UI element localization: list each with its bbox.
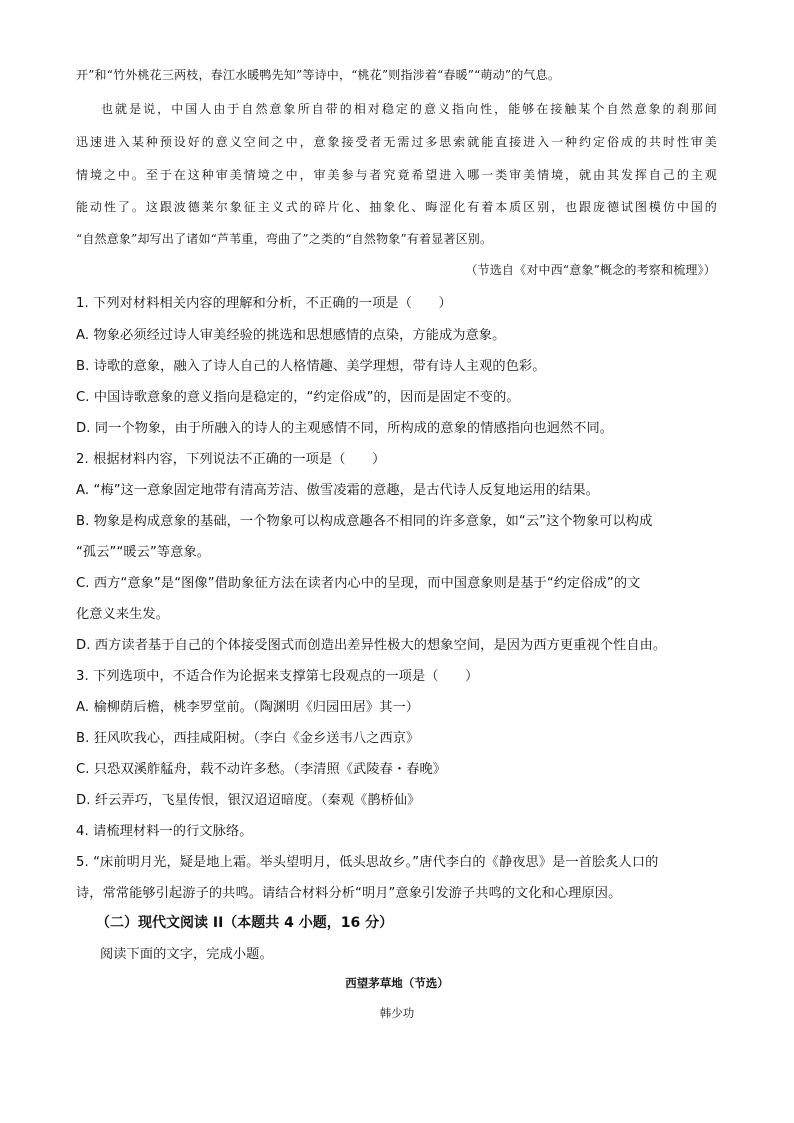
question-2-option-c-cont: 化意义来生发。 xyxy=(76,607,170,622)
question-3-option-c: C. 只恐双溪舴艋舟，载不动许多愁。（李清照《武陵春・春晚》 xyxy=(76,762,447,777)
section-heading: （二）现代文阅读 II（本题共 4 小题，16 分） xyxy=(96,915,394,931)
article-author: 韩少功 xyxy=(379,1006,415,1020)
question-2-option-b-cont: “孤云”“暖云”等意象。 xyxy=(76,545,211,560)
question-2-option-d: D. 西方读者基于自己的个体接受图式而创造出差异性极大的想象空间，是因为西方更重视个性自由。 xyxy=(76,638,667,653)
passage-line: 迅速进入某种预设好的意义空间之中，意象接受者无需过多思索就能直接进入一种约定俗成的共时性审美 xyxy=(76,135,717,149)
question-1-option-b: B. 诗歌的意象，融入了诗人自己的人格情趣、美学理想，带有诗人主观的色彩。 xyxy=(76,359,546,374)
question-2-option-b: B. 物象是构成意象的基础，一个物象可以构成意趣各不相同的许多意象，如“云”这个物象可以构成 xyxy=(76,514,653,529)
question-2: 2. 根据材料内容，下列说法不正确的一项是（ ） xyxy=(76,452,386,467)
section-instruction: 阅读下面的文字，完成小题。 xyxy=(100,947,273,962)
question-5-cont: 诗，常常能够引起游子的共鸣。请结合材料分析“明月”意象引发游子共鸣的文化和心理原因。 xyxy=(76,886,622,901)
question-4: 4. 请梳理材料一的行文脉络。 xyxy=(76,824,253,839)
passage-line: 也就是说，中国人由于自然意象所自带的相对稳定的意义指向性，能够在接触某个自然意象的刹那间 xyxy=(101,102,717,116)
question-3-option-a: A. 榆柳荫后檐，桃李罗堂前。（陶渊明《归园田居》其一） xyxy=(76,700,420,715)
question-2-option-c: C. 西方“意象”是“图像”借助象征方法在读者内心中的呈现，而中国意象则是基于“约定俗成”的文 xyxy=(76,576,641,591)
passage-source: （节选自《对中西“意象”概念的考察和梳理》） xyxy=(465,263,716,277)
question-3: 3. 下列选项中，不适合作为论据来支撑第七段观点的一项是（ ） xyxy=(76,669,479,684)
question-1-option-d: D. 同一个物象，由于所融入的诗人的主观感情不同，所构成的意象的情感指向也迥然不同。 xyxy=(76,421,614,436)
passage-line: “自然意象”却写出了诸如“芦苇重，弯曲了”之类的“自然物象”有着显著区别。 xyxy=(76,232,493,246)
article-title: 西望茅草地（节选） xyxy=(345,976,449,990)
passage-line: 开”和“竹外桃花三两枝，春江水暖鸭先知”等诗中，“桃花”则指涉着“春暖”“萌动”的气息。 xyxy=(76,68,561,82)
question-1: 1. 下列对材料相关内容的理解和分析，不正确的一项是（ ） xyxy=(76,296,452,311)
question-1-option-c: C. 中国诗歌意象的意义指向是稳定的，“约定俗成”的，因而是固定不变的。 xyxy=(76,390,520,405)
passage-line: 情境之中。至于在这种审美情境之中，审美参与者究竟希望进入哪一类审美情境，就由其发挥自己的主观 xyxy=(76,168,717,182)
question-1-option-a: A. 物象必须经过诗人审美经验的挑选和思想感情的点染，方能成为意象。 xyxy=(76,328,506,343)
passage-line: 能动性了。这跟波德莱尔象征主义式的碎片化、抽象化、晦涩化有着本质区别，也跟庞德试图模仿中国的 xyxy=(76,200,717,214)
question-5: 5. “床前明月光，疑是地上霜。举头望明月，低头思故乡。”唐代李白的《静夜思》是一首脍炙人口的 xyxy=(76,855,659,870)
question-2-option-a: A. “梅”这一意象固定地带有清高芳洁、傲雪凌霜的意趣，是古代诗人反复地运用的结果。 xyxy=(76,483,599,498)
question-3-option-d: D. 纤云弄巧，飞星传恨，银汉迢迢暗度。（秦观《鹊桥仙》 xyxy=(76,793,421,808)
question-3-option-b: B. 狂风吹我心，西挂咸阳树。（李白《金乡送韦八之西京》 xyxy=(76,731,420,746)
